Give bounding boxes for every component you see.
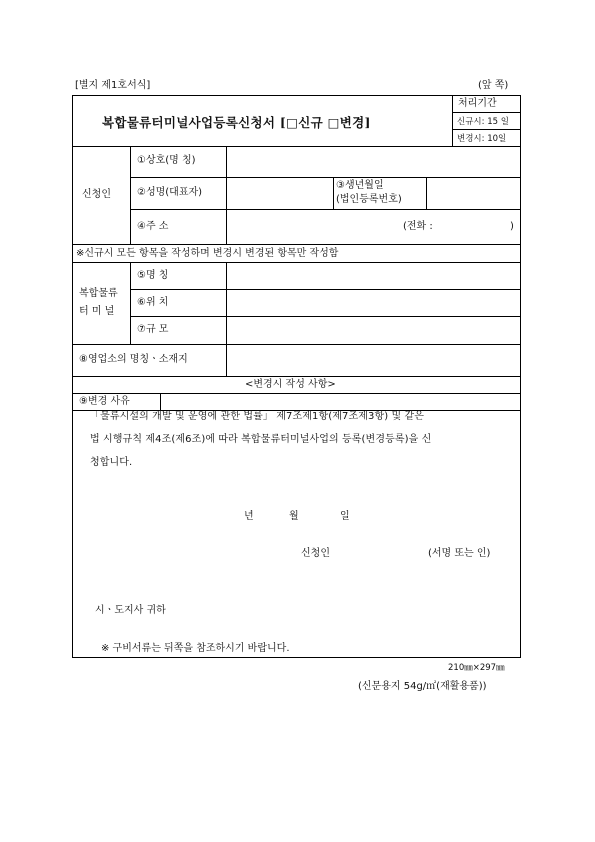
processing-period-label: 처리기간	[458, 98, 497, 109]
paper-type: (신문용지 54g/㎡(재활용품))	[358, 681, 487, 692]
office-label: ⑧영업소의 명칭ㆍ소재지	[79, 354, 188, 365]
signature-field[interactable]	[340, 544, 420, 562]
date-month: 월	[289, 511, 299, 522]
declaration-line-2: 법 시행규칙 제4조(제6조)에 따라 복합물류터미널사업의 등록(변경등록)을 신	[90, 434, 432, 445]
signature-applicant-label: 신청인	[301, 548, 330, 559]
corporate-number-label: (법인등록번호)	[336, 194, 402, 205]
phone-close-paren: )	[510, 221, 514, 232]
terminal-scale-label: ⑦규 모	[137, 324, 169, 335]
phone-field[interactable]	[447, 211, 507, 243]
birth-date-label: ③생년월일	[336, 180, 384, 191]
paper-size: 210㎜×297㎜	[448, 663, 505, 673]
change-reason-label: ⑨변경 사유	[79, 396, 130, 407]
representative-name-field[interactable]	[228, 179, 332, 208]
date-day: 일	[340, 511, 350, 522]
change-processing-period: 변경시: 10일	[457, 134, 507, 144]
applicant-section-label: 신청인	[82, 189, 111, 200]
new-application-note: ※신규시 모든 항목을 작성하며 변경시 변경된 항목만 작성함	[76, 248, 339, 259]
date-year: 년	[244, 511, 254, 522]
address-field[interactable]	[228, 211, 398, 243]
signature-method: (서명 또는 인)	[428, 548, 491, 559]
terminal-section-label-1: 복합물류	[79, 288, 118, 299]
form-title: 복합물류터미널사업등록신청서 [□신규 □변경]	[102, 115, 371, 130]
form-number: [별지 제1호서식]	[75, 80, 151, 91]
terminal-location-field[interactable]	[228, 291, 519, 315]
business-name-label: ①상호(명 칭)	[137, 155, 196, 166]
declaration-line-1: 「물류시설의 개발 및 운영에 관한 법률」 제7조제1항(제7조제3항) 및 같은	[90, 411, 425, 422]
attachment-note: ※ 구비서류는 뒤쪽을 참조하시기 바랍니다.	[101, 643, 290, 654]
declaration-line-3: 청합니다.	[90, 457, 133, 468]
terminal-name-field[interactable]	[228, 264, 519, 288]
terminal-scale-field[interactable]	[228, 318, 519, 343]
phone-label: (전화 :	[403, 221, 433, 232]
address-label: ④주 소	[137, 221, 169, 232]
page-side: (앞 쪽)	[478, 80, 509, 91]
terminal-section-label-2: 터 미 널	[79, 306, 115, 317]
addressee: 시ㆍ도지사 귀하	[95, 605, 166, 616]
office-field[interactable]	[228, 346, 519, 375]
business-name-field[interactable]	[228, 148, 519, 176]
change-section-header: <변경시 작성 사항>	[245, 379, 336, 390]
terminal-location-label: ⑥위 치	[137, 297, 169, 308]
representative-name-label: ②성명(대표자)	[137, 187, 203, 198]
terminal-name-label: ⑤명 칭	[137, 270, 169, 281]
birth-date-field[interactable]	[428, 179, 519, 208]
new-processing-period: 신규시: 15 일	[457, 117, 509, 127]
